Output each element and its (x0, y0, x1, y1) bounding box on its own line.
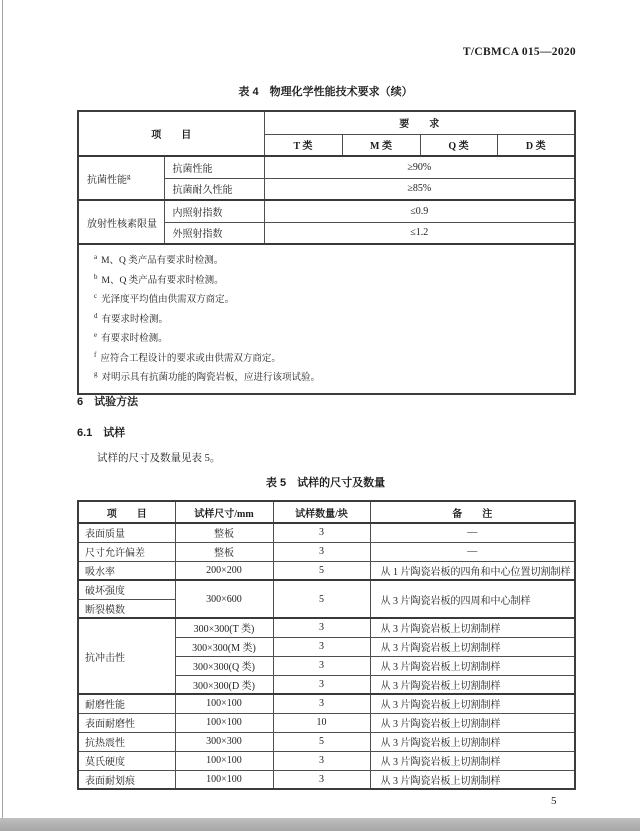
footnote-ref: g (127, 172, 131, 181)
t5-note-cell: — (370, 542, 575, 561)
t5-qty-cell: 3 (273, 523, 370, 542)
t5-size-cell: 整板 (175, 542, 273, 561)
t5-item-cell: 莫氏硬度 (78, 751, 175, 770)
footnote-marker: f (94, 350, 97, 359)
group-label: 抗菌性能 (87, 174, 127, 186)
t5-item-cell: 尺寸允许偏差 (78, 542, 175, 561)
t5-qty-cell: 3 (273, 751, 370, 770)
standard-number: T/CBMCA 015—2020 (462, 46, 576, 58)
t5-item-cell: 抗热震性 (78, 732, 175, 751)
t5-item-cell: 表面质量 (78, 523, 175, 542)
t5-note-cell: 从 3 片陶瓷岩板的四周和中心制样 (370, 580, 575, 618)
t4-value-cell: ≤0.9 (264, 200, 575, 222)
t5-item-cell: 耐磨性能 (78, 694, 175, 713)
t5-header-item: 项 目 (78, 501, 175, 523)
t5-note-cell: — (370, 523, 575, 542)
t4-item-cell: 抗菌性能 (164, 156, 264, 178)
t5-size-cell: 100×100 (175, 751, 273, 770)
table-row (78, 694, 575, 713)
t5-note-cell: 从 3 片陶瓷岩板上切割制样 (370, 694, 575, 713)
table5-specimen-size-quantity (77, 500, 576, 790)
t5-item-cell: 抗冲击性 (78, 618, 175, 694)
table-row (78, 523, 575, 542)
footnote-text: 有要求时检测。 (101, 334, 168, 345)
t4-value-cell: ≥90% (264, 156, 575, 178)
t5-note-cell: 从 3 片陶瓷岩板上切割制样 (370, 732, 575, 751)
footnote-text: M、Q 类产品有要求时检测。 (101, 256, 224, 267)
footnote-line (94, 348, 568, 368)
t5-size-cell: 100×100 (175, 770, 273, 789)
t5-note-cell: 从 3 片陶瓷岩板上切割制样 (370, 751, 575, 770)
t5-size-cell: 100×100 (175, 694, 273, 713)
footnote-marker: d (94, 311, 98, 320)
t4-header-class-q: Q 类 (420, 134, 497, 156)
t5-size-cell: 300×300 (175, 732, 273, 751)
t5-qty-cell: 3 (273, 637, 370, 656)
footnote-text: 对明示具有抗菌功能的陶瓷岩板，应进行该项试验。 (101, 373, 321, 384)
table-row (78, 751, 575, 770)
t5-note-cell: 从 3 片陶瓷岩板上切割制样 (370, 618, 575, 637)
t4-item-cell: 抗菌耐久性能 (164, 178, 264, 200)
table-row (78, 542, 575, 561)
t5-size-cell: 100×100 (175, 713, 273, 732)
table-row (78, 713, 575, 732)
footnote-line (94, 270, 568, 290)
t5-item-cell: 破坏强度 (78, 580, 175, 599)
t5-qty-cell: 3 (273, 542, 370, 561)
section-6-1-body-text: 试样的尺寸及数量见表 5。 (97, 453, 221, 464)
t5-header-size: 试样尺寸/mm (175, 501, 273, 523)
footnote-text: 有要求时检测。 (101, 314, 169, 325)
t5-header-note: 备 注 (370, 501, 575, 523)
t5-size-cell: 200×200 (175, 561, 273, 580)
footnote-line (94, 367, 568, 387)
t5-qty-cell: 5 (273, 580, 370, 618)
footnote-marker: b (94, 272, 98, 281)
t4-value-cell: ≤1.2 (264, 222, 575, 244)
footnote-line (94, 250, 568, 270)
t5-qty-cell: 10 (273, 713, 370, 732)
t5-qty-cell: 5 (273, 561, 370, 580)
footnote-text: 光泽度平均值由供需双方商定。 (101, 295, 235, 306)
t5-item-cell: 吸水率 (78, 561, 175, 580)
t5-qty-cell: 3 (273, 656, 370, 675)
footnote-marker: c (94, 292, 98, 301)
t4-group-radionuclide: 放射性核素限量 (78, 200, 164, 244)
t5-size-cell: 整板 (175, 523, 273, 542)
table5-caption: 表 5 试样的尺寸及数量 (265, 477, 386, 489)
t5-item-cell: 表面耐划痕 (78, 770, 175, 789)
table-row (78, 111, 575, 134)
t5-item-cell: 断裂模数 (78, 599, 175, 618)
table-row (78, 156, 575, 178)
table-row (78, 580, 575, 599)
t5-note-cell: 从 3 片陶瓷岩板上切割制样 (370, 637, 575, 656)
table-row (78, 501, 575, 523)
t5-size-cell: 300×300(D 类) (175, 675, 273, 694)
table4-caption: 表 4 物理化学性能技术要求（续） (238, 86, 413, 98)
t4-item-cell: 外照射指数 (164, 222, 264, 244)
t4-header-class-t: T 类 (264, 134, 342, 156)
footnote-marker: a (94, 253, 98, 261)
footnote-text: M、Q 类产品有要求时检测。 (101, 275, 224, 286)
scan-edge-artifact-bottom (0, 818, 640, 831)
t4-header-requirement: 要 求 (264, 111, 575, 134)
footnote-text: 应符合工程设计的要求或由供需双方商定。 (100, 353, 281, 364)
footnote-line (94, 289, 568, 309)
t5-qty-cell: 3 (273, 618, 370, 637)
t4-value-cell: ≥85% (264, 178, 575, 200)
t5-size-cell: 300×300(T 类) (175, 618, 273, 637)
table-row (78, 618, 575, 637)
t5-note-cell: 从 3 片陶瓷岩板上切割制样 (370, 713, 575, 732)
t5-note-cell: 从 3 片陶瓷岩板上切割制样 (370, 770, 575, 789)
footnote-line (94, 309, 568, 329)
t5-note-cell: 从 3 片陶瓷岩板上切割制样 (370, 656, 575, 675)
t5-qty-cell: 3 (273, 675, 370, 694)
t4-header-item: 项 目 (78, 111, 264, 156)
t5-size-cell: 300×300(M 类) (175, 637, 273, 656)
section-6-1-heading: 6.1 试样 (77, 427, 126, 439)
table-row (78, 244, 575, 394)
page-number: 5 (551, 795, 557, 807)
table-row (78, 200, 575, 222)
t5-qty-cell: 3 (273, 694, 370, 713)
t4-group-antibacterial (78, 156, 164, 200)
t5-header-qty: 试样数量/块 (273, 501, 370, 523)
table-row (78, 732, 575, 751)
t5-item-cell: 表面耐磨性 (78, 713, 175, 732)
t4-header-class-m: M 类 (342, 134, 420, 156)
t5-note-cell: 从 3 片陶瓷岩板上切割制样 (370, 675, 575, 694)
footnote-marker: e (94, 331, 98, 340)
scan-edge-artifact-left (2, 0, 3, 819)
footnote-line (94, 328, 568, 348)
t5-note-cell: 从 1 片陶瓷岩板的四角和中心位置切割制样 (370, 561, 575, 580)
t5-size-cell: 300×600 (175, 580, 273, 618)
table4-physical-chemical-requirements (77, 110, 576, 395)
footnote-marker: g (94, 370, 98, 379)
t5-qty-cell: 5 (273, 732, 370, 751)
t4-header-class-d: D 类 (497, 134, 575, 156)
t4-footnotes-cell (78, 244, 575, 394)
t4-item-cell: 内照射指数 (164, 200, 264, 222)
t5-qty-cell: 3 (273, 770, 370, 789)
table-row (78, 561, 575, 580)
t5-size-cell: 300×300(Q 类) (175, 656, 273, 675)
section-6-heading: 6 试验方法 (77, 396, 139, 408)
table-row (78, 770, 575, 789)
